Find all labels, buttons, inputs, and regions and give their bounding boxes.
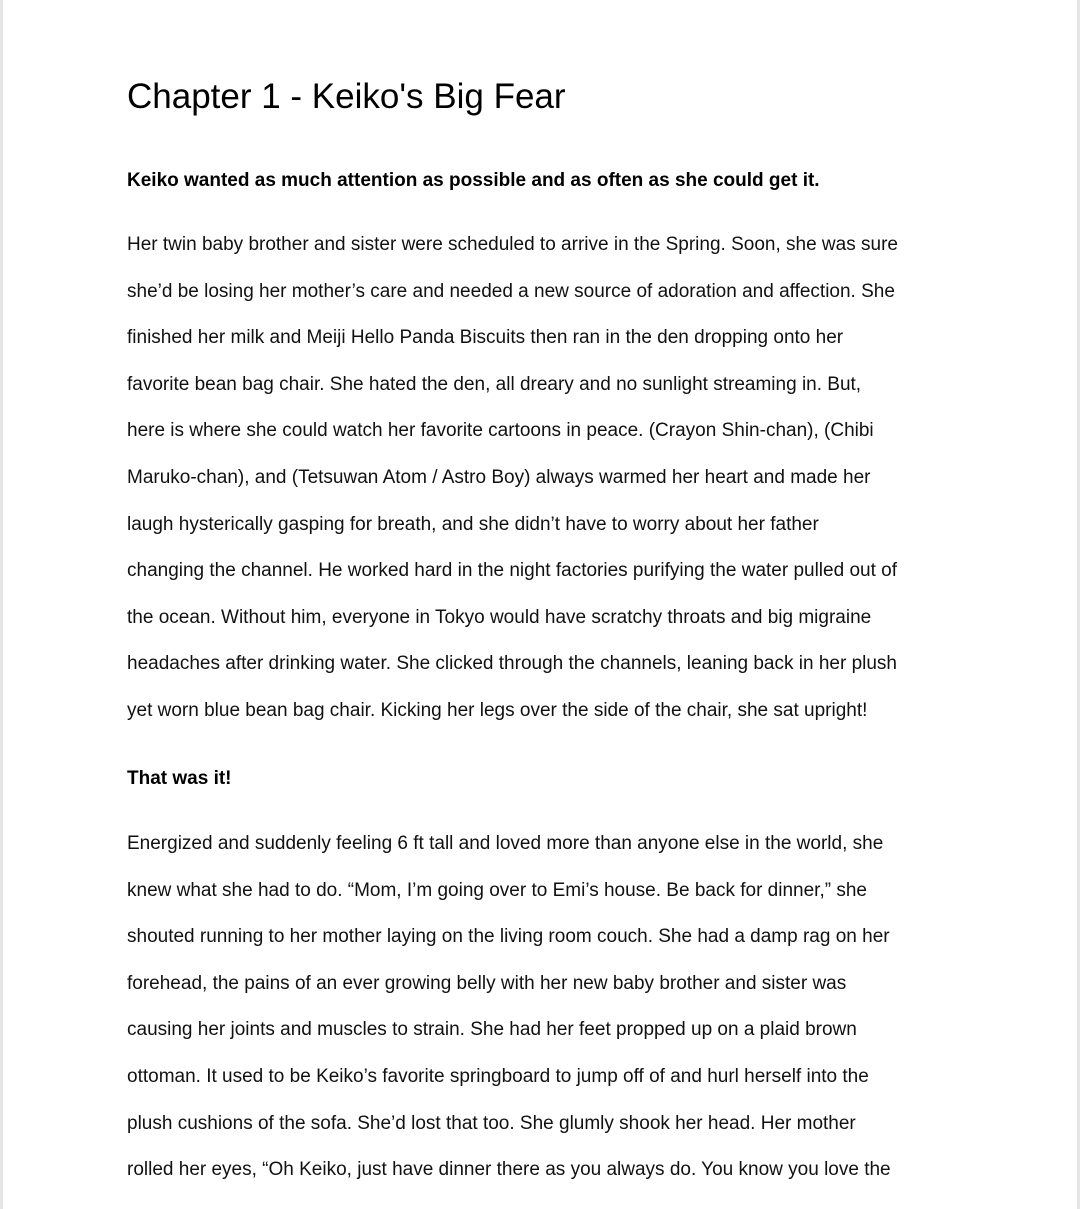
lead-sentence: Keiko wanted as much attention as possible and as often as she could get it. — [127, 170, 820, 191]
paragraph-line: Her twin baby brother and sister were scheduled to arrive in the Spring. Soon, she was sure — [127, 234, 898, 255]
paragraph-line: knew what she had to do. “Mom, I’m going over to Emi’s house. Be back for dinner,” she — [127, 879, 867, 901]
paragraph-line: shouted running to her mother laying on the living room couch. She had a damp rag on her — [127, 926, 890, 948]
paragraph-line: she’d be losing her mother’s care and needed a new source of adoration and affection. She — [127, 280, 895, 302]
paragraph-2 — [127, 821, 967, 1194]
exclamation-line: That was it! — [127, 768, 232, 789]
paragraph-line: favorite bean bag chair. She hated the den, all dreary and no sunlight streaming in. But, — [127, 373, 862, 395]
paragraph-line: ottoman. It used to be Keiko’s favorite springboard to jump off of and hurl herself into the — [127, 1065, 869, 1087]
paragraph-line: causing her joints and muscles to strain. She had her feet propped up on a plaid brown — [127, 1019, 857, 1041]
paragraph-line: forehead, the pains of an ever growing belly with her new baby brother and sister was — [127, 972, 847, 994]
paragraph-line: plush cushions of the sofa. She’d lost that too. She glumly shook her head. Her mother — [127, 1112, 856, 1134]
paragraph-line: laugh hysterically gasping for breath, and she didn’t have to worry about her father — [127, 513, 819, 535]
paragraph-line: here is where she could watch her favorite cartoons in peace. (Crayon Shin-chan), (Chibi — [127, 420, 874, 442]
paragraph-line: finished her milk and Meiji Hello Panda Biscuits then ran in the den dropping onto her — [127, 327, 844, 349]
paragraph-line: Energized and suddenly feeling 6 ft tall and loved more than anyone else in the world, she — [127, 833, 884, 854]
paragraph-1 — [127, 222, 967, 735]
page-edge-left — [0, 0, 3, 1209]
paragraph-line: the ocean. Without him, everyone in Tokyo would have scratchy throats and big migraine — [127, 606, 872, 628]
chapter-title: Chapter 1 - Keiko's Big Fear — [127, 77, 566, 116]
paragraph-line: rolled her eyes, “Oh Keiko, just have dinner there as you always do. You know you love the — [127, 1159, 891, 1181]
paragraph-line: yet worn blue bean bag chair. Kicking her legs over the side of the chair, she sat upright! — [127, 699, 868, 721]
paragraph-line: headaches after drinking water. She clicked through the channels, leaning back in her plush — [127, 653, 897, 675]
paragraph-line: changing the channel. He worked hard in the night factories purifying the water pulled out of — [127, 560, 897, 582]
paragraph-line: Maruko-chan), and (Tetsuwan Atom / Astro Boy) always warmed her heart and made her — [127, 466, 871, 488]
